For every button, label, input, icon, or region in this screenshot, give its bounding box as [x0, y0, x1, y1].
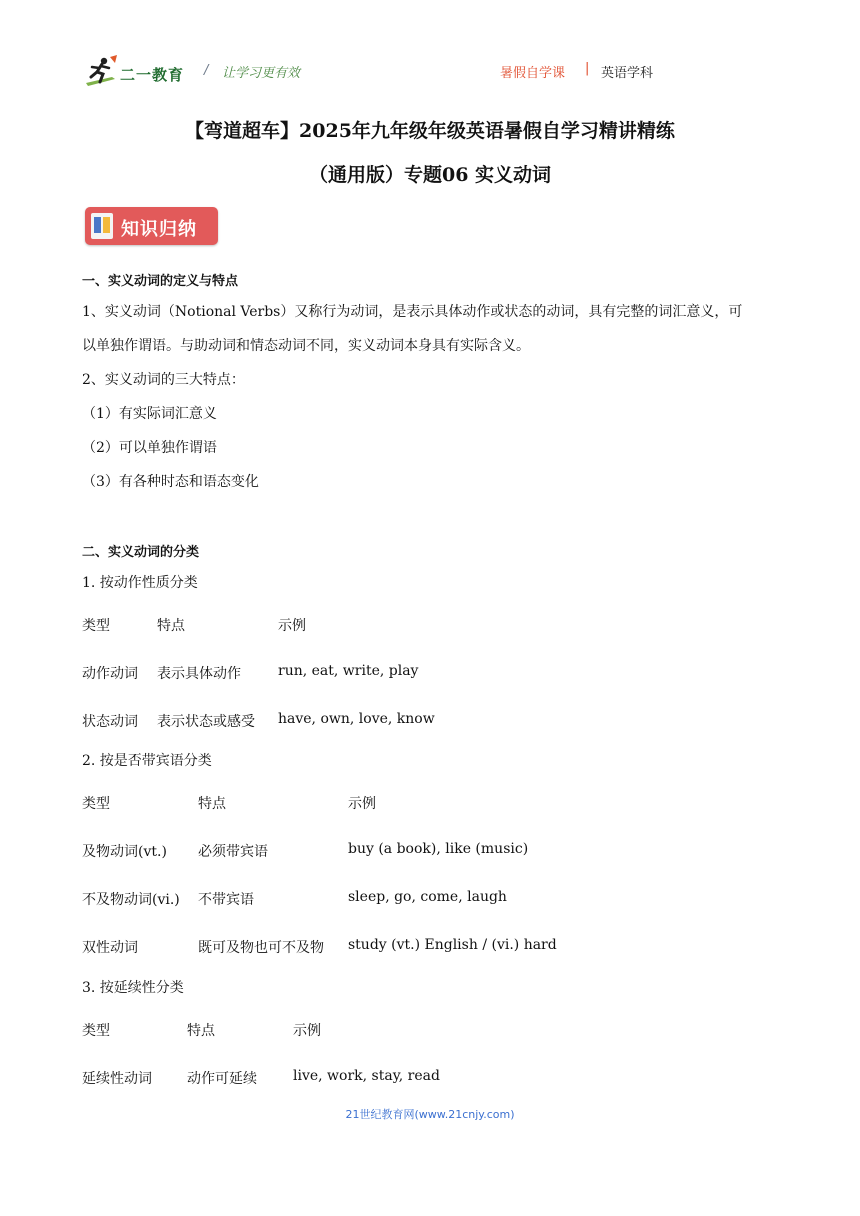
page-header	[82, 55, 782, 91]
definition-line2: 以单独作谓语。与助动词和情态动词不同，实义动词本身具有实际含义。	[82, 338, 530, 354]
subsection-3-title: 3. 按延续性分类	[82, 980, 184, 996]
subsection-1-title: 1. 按动作性质分类	[82, 575, 198, 591]
definition-line1: 1、实义动词（Notional Verbs）又称行为动词，是表示具体动作或状态的动词，具有完整的词汇意义，可	[82, 304, 743, 320]
section1-heading: 一、实义动词的定义与特点	[82, 274, 239, 289]
table-cell: run, eat, write, play	[278, 663, 419, 679]
table-cell: buy (a book), like (music)	[348, 841, 529, 857]
logo-text: 二一教育	[120, 66, 185, 84]
features-intro: 2、实义动词的三大特点：	[82, 372, 245, 388]
book-icon	[91, 213, 113, 239]
table-cell: study (vt.) English / (vi.) hard	[348, 937, 557, 953]
badge-label: 知识归纳	[121, 219, 197, 240]
runner-logo-icon	[82, 55, 120, 87]
table-header-cell: 类型	[82, 1023, 110, 1039]
table-header-cell: 示例	[278, 618, 306, 634]
table-header-cell: 示例	[293, 1023, 321, 1039]
table-cell: 不及物动词(vi.)	[82, 892, 180, 908]
table-header-cell: 特点	[198, 796, 226, 812]
table-cell: 及物动词(vt.)	[82, 844, 167, 860]
table-cell: live, work, stay, read	[293, 1068, 440, 1084]
table-header-cell: 特点	[157, 618, 185, 634]
table-cell: 双性动词	[82, 940, 138, 956]
table-cell: sleep, go, come, laugh	[348, 889, 507, 905]
course-label: 暑假自学课	[500, 66, 566, 81]
table-cell: 动作动词	[82, 666, 138, 682]
table-cell: 表示具体动作	[157, 666, 241, 682]
table-cell: 既可及物也可不及物	[198, 940, 324, 956]
slogan: 让学习更有效	[222, 66, 301, 81]
table-cell: 状态动词	[82, 714, 138, 730]
table-cell: 必须带宾语	[198, 844, 268, 860]
header-separator: |	[585, 61, 590, 76]
page-footer: 21世纪教育网(www.21cnjy.com)	[345, 1108, 515, 1121]
table-header-cell: 示例	[348, 796, 376, 812]
feature-item-2: （2）可以单独作谓语	[82, 440, 217, 456]
subsection-2-title: 2. 按是否带宾语分类	[82, 753, 212, 769]
slogan-divider: /	[204, 63, 209, 78]
table-header-cell: 类型	[82, 796, 110, 812]
table-cell: 动作可延续	[187, 1071, 257, 1087]
table-header-cell: 类型	[82, 618, 110, 634]
table-header-cell: 特点	[187, 1023, 215, 1039]
feature-item-3: （3）有各种时态和语态变化	[82, 474, 259, 490]
feature-item-1: （1）有实际词汇意义	[82, 406, 217, 422]
page-title-line2: （通用版）专题06 实义动词	[308, 164, 552, 186]
table-cell: have, own, love, know	[278, 711, 435, 727]
page-title-line1: 【弯道超车】2025年九年级年级英语暑假自学习精讲精练	[185, 120, 675, 142]
logo	[82, 55, 192, 87]
table-cell: 表示状态或感受	[157, 714, 255, 730]
section2-heading: 二、实义动词的分类	[82, 545, 200, 560]
subject-label: 英语学科	[601, 66, 654, 81]
table-cell: 延续性动词	[82, 1071, 152, 1087]
knowledge-summary-badge	[85, 207, 218, 245]
table-cell: 不带宾语	[198, 892, 254, 908]
